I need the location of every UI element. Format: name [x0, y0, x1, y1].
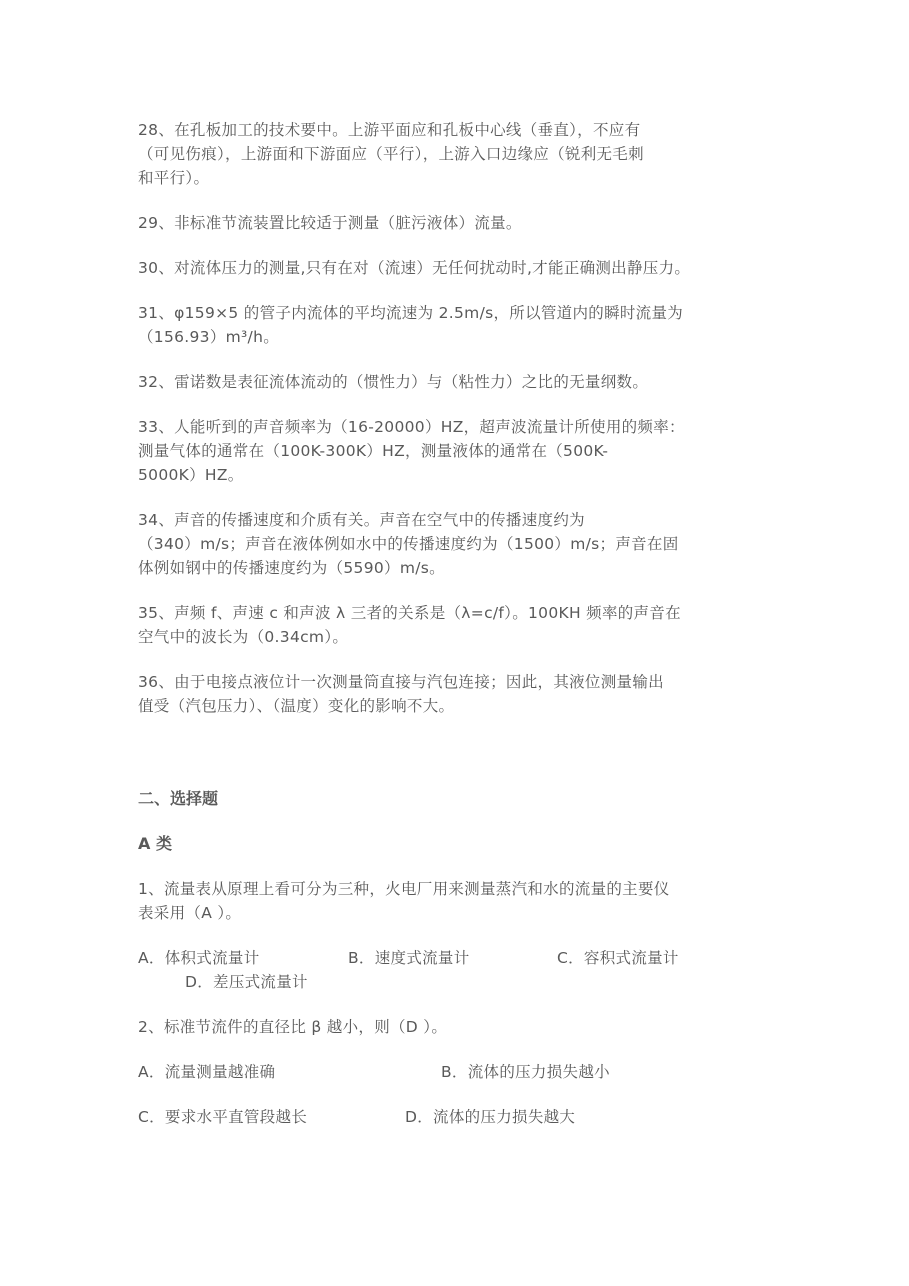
subsection-title: A 类: [138, 834, 172, 853]
item-35: [138, 601, 798, 649]
options-line: [138, 1060, 798, 1084]
text-line: 和平行）。: [138, 169, 210, 187]
option-d: D．差压式流量计: [185, 973, 308, 991]
text-line: 体例如钢中的传播速度约为（5590）m/s。: [138, 559, 445, 577]
item-33: [138, 415, 798, 487]
item-31: [138, 301, 798, 349]
item-32: [138, 370, 798, 394]
text-line: 36、由于电接点液位计一次测量筒直接与汽包连接；因此，其液位测量输出: [138, 673, 664, 691]
text-line: （340）m/s；声音在液体例如水中的传播速度约为（1500）m/s；声音在固: [138, 535, 679, 553]
question-1: [138, 877, 798, 925]
text-line: （156.93）m³/h。: [138, 328, 279, 346]
item-36: [138, 670, 798, 718]
text-line: 表采用（A ）。: [138, 904, 242, 922]
options-line: [138, 970, 798, 994]
text-line: 5000K）HZ。: [138, 466, 244, 484]
text-line: 28、在孔板加工的技术要中。上游平面应和孔板中心线（垂直），不应有: [138, 121, 641, 139]
text-line: （可见伤痕），上游面和下游面应（平行），上游入口边缘应（锐利无毛刺: [138, 145, 644, 163]
option-b: B．速度式流量计: [348, 949, 470, 967]
document-page: [138, 118, 798, 1150]
text-line: 值受（汽包压力）、（温度）变化的影响不大。: [138, 697, 455, 715]
option-a: A．流量测量越准确: [138, 1063, 276, 1081]
text-line: 29、非标准节流装置比较适于测量（脏污液体）流量。: [138, 214, 522, 232]
text-line: 35、声频 f、声速 c 和声波 λ 三者的关系是（λ=c/f）。100KH 频率的声音在: [138, 604, 681, 622]
item-34: [138, 508, 798, 580]
text-line: 空气中的波长为（0.34cm）。: [138, 628, 349, 646]
option-a: A．体积式流量计: [138, 949, 260, 967]
options-line: [138, 1105, 798, 1129]
option-c: C．要求水平直管段越长: [138, 1108, 308, 1126]
option-c: C．容积式流量计: [557, 949, 679, 967]
text-line: 测量气体的通常在（100K-300K）HZ，测量液体的通常在（500K-: [138, 442, 609, 460]
text-line: 1、流量表从原理上看可分为三种，火电厂用来测量蒸汽和水的流量的主要仪: [138, 880, 670, 898]
text-line: 31、φ159×5 的管子内流体的平均流速为 2.5m/s，所以管道内的瞬时流量为: [138, 304, 684, 322]
question-2-options-row2: [138, 1105, 798, 1129]
item-28: [138, 118, 798, 190]
question-2: [138, 1015, 798, 1039]
question-2-options-row1: [138, 1060, 798, 1084]
item-30: [138, 256, 798, 280]
text-line: 34、声音的传播速度和介质有关。声音在空气中的传播速度约为: [138, 511, 585, 529]
options-line: [138, 946, 798, 970]
question-1-options: [138, 946, 798, 994]
item-29: [138, 211, 798, 235]
section-title: 二、选择题: [138, 789, 219, 808]
text-line: 2、标准节流件的直径比 β 越小，则（D ）。: [138, 1018, 448, 1036]
text-line: 32、雷诺数是表征流体流动的（惯性力）与（粘性力）之比的无量纲数。: [138, 373, 649, 391]
text-line: 30、对流体压力的测量,只有在对（流速）无任何扰动时,才能正确测出静压力。: [138, 259, 691, 277]
option-b: B．流体的压力损失越小: [441, 1063, 610, 1081]
section-spacer: [138, 739, 798, 787]
text-line: 33、人能听到的声音频率为（16-20000）HZ，超声波流量计所使用的频率：: [138, 418, 685, 436]
option-d: D．流体的压力损失越大: [405, 1108, 576, 1126]
